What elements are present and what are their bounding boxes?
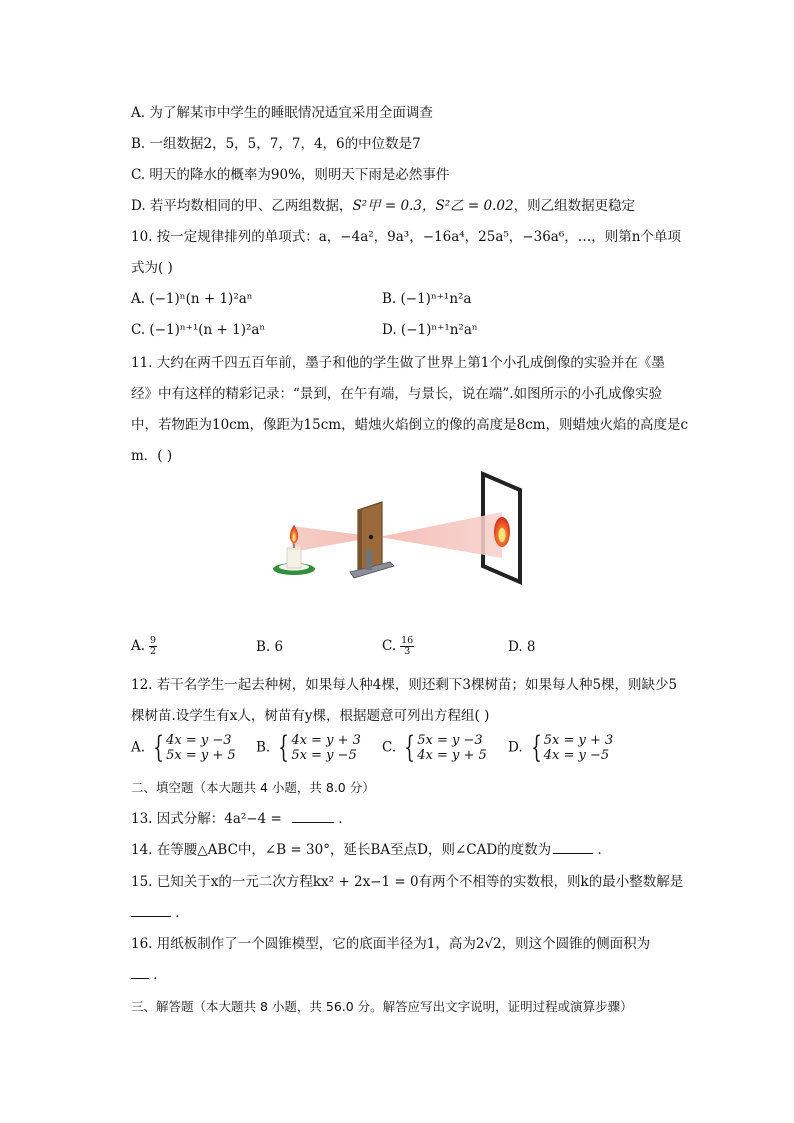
q12-option-b-label: B.	[256, 739, 271, 756]
q13-answer-blank[interactable]	[292, 810, 334, 823]
q16-line1: 16. 用纸板制作了一个圆锥模型，它的底面半径为1，高为2√2，则这个圆锥的侧面积为	[131, 936, 651, 952]
q15-line1: 15. 已知关于x的一元二次方程kx² + 2x−1 = 0有两个不相等的实数根，则k的最小整数解是	[131, 874, 684, 890]
q11-option-a-numerator: 9	[150, 635, 157, 646]
q9-option-c: C. 明天的降水的概率为90%，则明天下雨是必然事件	[131, 167, 450, 183]
q11-option-b: B. 6	[256, 639, 284, 655]
q11-option-a	[131, 636, 157, 657]
q12-option-a: A. { 4x = y −3 5x = y + 5	[131, 730, 236, 765]
q11-option-c-fraction	[400, 636, 414, 657]
q16-end: ．	[153, 967, 167, 983]
q14-end: ．	[597, 842, 611, 858]
light-beam-right	[374, 512, 502, 558]
q9-option-d	[131, 197, 635, 215]
q11-stem-line1: 11. 大约在两千四五百年前，墨子和他的学生做了世界上第1个小孔成倒像的实验并在《墨	[131, 355, 665, 371]
q14	[131, 841, 611, 859]
q13	[131, 810, 352, 828]
q10-option-c: C. (−1)ⁿ⁺¹(n + 1)²aⁿ	[131, 322, 266, 338]
q12-option-c: C. { 5x = y −3 4x = y + 5	[382, 730, 487, 765]
q11-option-a-fraction	[149, 636, 157, 657]
pinhole	[369, 535, 373, 539]
q14-answer-blank[interactable]	[553, 841, 593, 854]
q14-text: 14. 在等腰△ABC中，∠B = 30°，延长BA至点D，则∠CAD的度数为	[131, 842, 552, 858]
q10-stem-line2: 式为( )	[131, 260, 173, 276]
q11-option-c	[382, 636, 414, 657]
q16-answer-blank[interactable]	[131, 966, 149, 979]
q13-text: 13. 因式分解：4a²−4 =	[131, 811, 282, 827]
section-three-heading: 三、解答题（本大题共 8 小题，共 56.0 分。解答应写出文字说明，证明过程或演算步骤）	[131, 999, 633, 1014]
q9-option-d-prefix: D. 若平均数相同的甲、乙两组数据，	[131, 198, 353, 214]
q12-option-a-eq1: 4x = y −3	[166, 733, 232, 748]
q11-option-a-label: A.	[131, 638, 146, 654]
q11-stem-line4: m．( )	[131, 448, 173, 464]
pinhole-camera-figure	[270, 470, 530, 585]
q9-option-b: B. 一组数据2，5，5，7，7，4，6的中位数是7	[131, 136, 421, 152]
q9-option-a: A. 为了解某市中学生的睡眠情况适宜采用全面调查	[131, 105, 433, 121]
q9-option-d-suffix: ，则乙组数据更稳定	[513, 198, 636, 214]
q11-option-c-denominator: 3	[404, 646, 411, 657]
q9-option-d-variance: S²甲 = 0.3，S²乙 = 0.02	[352, 198, 514, 214]
q12-option-d-eq2: 4x = y −5	[543, 748, 610, 763]
q12-option-c-eq1: 5x = y −3	[417, 733, 483, 748]
q12-stem-line1: 12. 若干名学生一起去种树，如果每人种4棵，则还剩下3棵树苗；如果每人种5棵，则缺少5	[131, 677, 678, 693]
q12-option-a-label: A.	[131, 739, 146, 756]
q12-option-d-eq1: 5x = y + 3	[543, 733, 614, 748]
q12-stem-line2: 棵树苗.设学生有x人，树苗有y棵，根据题意可列出方程组( )	[131, 708, 490, 724]
q12-option-d: D. { 5x = y + 3 4x = y −5	[508, 730, 614, 765]
q12-option-c-label: C.	[382, 739, 397, 756]
q15-answer-blank[interactable]	[131, 904, 171, 917]
q10-option-d: D. (−1)ⁿ⁺¹n²aⁿ	[382, 322, 478, 338]
q11-option-a-denominator: 2	[150, 646, 157, 657]
q16-line2	[131, 966, 167, 984]
q11-stem-line2: 经》中有这样的精彩记录：“景到，在午有端，与景长，说在端”.如图所示的小孔成像实验	[131, 386, 663, 402]
q13-end: ．	[338, 811, 352, 827]
q11-option-c-label: C.	[382, 638, 397, 654]
q10-option-a: A. (−1)ⁿ(n + 1)²aⁿ	[131, 291, 253, 307]
q11-stem-line3: 中，若物距为10cm，像距为15cm，蜡烛火焰倒立的像的高度是8cm，则蜡烛火焰的高度是c	[131, 417, 689, 433]
candle	[287, 548, 301, 568]
q12-option-b: B. { 4x = y + 3 5x = y −5	[256, 730, 361, 765]
q12-option-d-label: D.	[508, 739, 523, 756]
q12-option-b-eq2: 5x = y −5	[291, 748, 357, 763]
q12-option-a-eq2: 5x = y + 5	[166, 748, 236, 763]
q15-line2	[131, 904, 189, 922]
q11-option-d: D. 8	[508, 639, 536, 655]
q12-option-c-eq2: 4x = y + 5	[417, 748, 487, 763]
q11-option-c-numerator: 16	[401, 635, 414, 646]
q10-stem-line1: 10. 按一定规律排列的单项式：a，−4a²，9a³，−16a⁴，25a⁵，−36a⁶，…，则第n个单项	[131, 229, 681, 245]
q12-option-b-eq1: 4x = y + 3	[291, 733, 361, 748]
section-two-heading: 二、填空题（本大题共 4 小题，共 8.0 分）	[131, 780, 375, 795]
q10-option-b: B. (−1)ⁿ⁺¹n²a	[382, 291, 472, 307]
q15-end: ．	[175, 905, 189, 921]
